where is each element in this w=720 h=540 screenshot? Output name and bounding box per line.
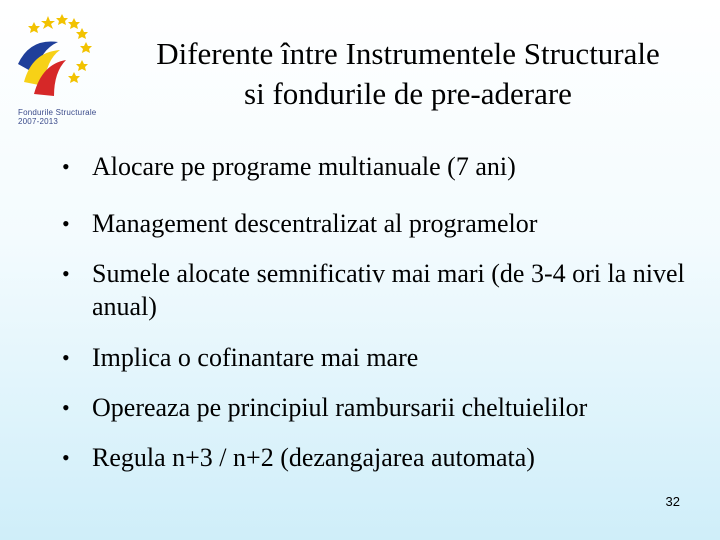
eu-stars-emblem-icon	[10, 12, 106, 100]
slide-title-line1: Diferente între Instrumentele Structurale	[156, 36, 660, 71]
logo-caption-line2: 2007-2013	[18, 117, 59, 126]
bullet-dot: •	[62, 211, 70, 236]
bullet-text: Alocare pe programe multianuale (7 ani)	[92, 152, 516, 181]
bullet-text: Implica o cofinantare mai mare	[92, 343, 419, 372]
logo-caption	[18, 108, 114, 126]
bullet-dot: •	[62, 154, 70, 179]
bullet-item	[62, 391, 712, 424]
bullet-text: Opereaza pe principiul rambursarii cheltuielilor	[92, 393, 588, 422]
slide-title	[108, 34, 708, 114]
bullet-dot: •	[62, 261, 70, 286]
bullet-text: Regula n+3 / n+2 (dezangajarea automata)	[92, 443, 535, 472]
bullet-text: Management descentralizat al programelor	[92, 209, 538, 238]
bullet-dot: •	[62, 345, 70, 370]
bullet-item	[62, 257, 712, 323]
page-number: 32	[665, 494, 680, 509]
bullet-text: Sumele alocate semnificativ mai mari (de 3-4 ori la nivel anual)	[92, 259, 685, 321]
bullet-item	[62, 441, 712, 474]
bullet-dot: •	[62, 395, 70, 420]
bullet-dot: •	[62, 445, 70, 470]
logo-caption-line1: Fondurile Structurale	[18, 108, 97, 117]
slide-title-line2: si fondurile de pre-aderare	[244, 76, 572, 111]
bullet-item	[62, 150, 712, 183]
bullet-item	[62, 207, 712, 240]
structural-funds-logo	[10, 12, 106, 126]
bullet-item	[62, 341, 712, 374]
